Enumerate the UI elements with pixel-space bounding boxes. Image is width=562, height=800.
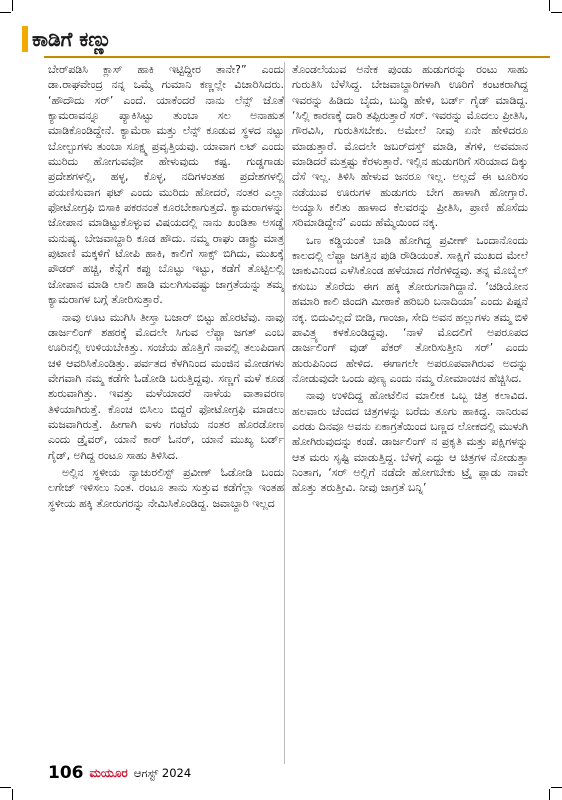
article-paragraph: ತೊಂಡಲೆಯುವ ಅನೇಕ ಪುಂಡು ಹುಡುಗರನ್ನು ರಂಟು ಸಾಹು ಗುರುತಿಸಿ ಬೆಳೆಸಿದ್ದ. ಬೇಜವಾಬ್ದಾರಿಗಳಾಗಿ ಊರಿಗೆ ಕಂಟಕರಾಗಿದ್ದ ಇವರನ್ನು ಹಿಡಿದು ಬೈದು, ಬುದ್ಧಿ ಹೇಳಿ, ಬರ್ಡ್ ಗೈಡ್ ಮಾಡಿದ್ದ. ‘ಸಿಲ್ಲಿ ಕಾರಣಕ್ಕೆ ದಾರಿ ತಪ್ಪಿರುತ್ತಾರೆ ಸರ್. ಇವರನ್ನು ಮೊದಲು ಪ್ರೀತಿಸಿ, ಗೌರವಿಸಿ, ಗುರುತಿಸಬೇಕು. ಅಮೇಲೆ ನೀವು ಏನೇ ಹೇಳಿದರೂ ಮಾಡುತ್ತಾರೆ. ಮೊದಲೇ ಜಬರ್‌ದಸ್ತ್ ಮಾಡಿ, ತೆಗಳಿ, ಅವಮಾನ ಮಾಡಿದರೆ ಮತ್ತಷ್ಟು ಕೆರಳುತ್ತಾರೆ. ಇಲ್ಲಿನ ಹುಡುಗರಿಗೆ ಸರಿಯಾದ ದಿಕ್ಕು ದೆಸೆ ಇಲ್ಲ. ತಿಳಿಸಿ ಹೇಳುವ ಜನರೂ ಇಲ್ಲ. ಅಲ್ಲದೆ ಈ ಟೂರಿಸಂ ನಡೆಯುವ ಊರುಗಳ ಹುಡುಗರು ಬೇಗ ಹಾಳಾಗಿ ಹೋಗ್ತಾರೆ. ಅಯ್ಯಾಸಿ ಕಲಿತು ಹಾಳಾದ ಕೆಲವರನ್ನು ಪ್ರೀತಿಸಿ, ಪ್ರಾಣಿ ಹೊಸೆದು ಸರಿಮಾಡಿದ್ದೇನೆ’ ಎಂದು ಹೆಮ್ಮೆಯಿಂದ ನಕ್ಕ.: [292, 63, 528, 230]
section-title: ಕಾಡಿಗೆ ಕಣ್ಣು: [32, 27, 112, 51]
crop-mark-top-left-h: [0, 12, 11, 13]
crop-mark-top-right-h: [551, 12, 562, 13]
crop-mark-bottom-left: [12, 789, 13, 800]
section-accent-bar: [22, 26, 28, 52]
crop-mark-bottom-right-h: [551, 787, 562, 788]
page-footer: [48, 761, 191, 785]
issue-date: ಆಗಸ್ಟ್ 2024: [133, 765, 192, 780]
article-column-left: [48, 62, 284, 762]
crop-mark-bottom-right: [549, 789, 550, 800]
page-number: 106: [48, 763, 84, 783]
article-paragraph: ಒಣ ಕಡ್ಡಿಯಂತೆ ಬಾಡಿ ಹೋಗಿದ್ದ ಪ್ರವೀಣ್ ಒಂದಾನೊಂದು ಕಾಲದಲ್ಲಿ ಲೆಪ್ಚಾ ಜಗತ್ತಿನ ಪುಡಿ ರೌಡಿಯಂತೆ. ಸಾಕ್ಷಿಗೆ ಮುಖದ ಮೇಲೆ ಚಾಕುವಿನಿಂದ ಎಳೆಸಿಕೊಂಡ ಹಳೆಯಾದ ಗೆರೆಗಳಿದ್ದವು. ತನ್ನ ಮೊಬೈಲ್ ಕಸುಬು ತೊರೆದು ಈಗ ಹಕ್ಕಿ ತೋರುಗನಾಗಿದ್ದಾನೆ. ‘ಚಡಿಯೋನ ಹಮಾರಿ ಕಾಲಿ ಜಿಂದಗಿ ಮೀಠಾಕೆ ಹರಿಬರಿ ಬನಾದಿಯಾ’ ಎಂದು ಪಿಷ್ಟನೆ ನಕ್ಕ. ಬಿದುವಿಲ್ಲದೆ ಬೀಡಿ, ಗಾಂಜಾ, ಸೇದಿ ಅವನ ಹಲ್ಲುಗಳು ತಮ್ಮ ಬಿಳಿ ಪಾವಿತ್ರ್ಯ ಕಳಕೊಂಡಿದ್ದವು. ‘ನಾಳೆ ಮೊದಲಿಗೆ ಅಪರೂಪದ ಡಾರ್ಜಲಿಂಗ್ ವುಡ್ ಪೆಕರ್ ತೋರಿಸುತ್ತೀನಿ ಸರ್’ ಎಂದು ಹುರುಪಿನಿಂದ ಹೇಳಿದ. ಈಗಾಗಲೇ ಅಪರೂಪವಾಗಿರುವ ಅದನ್ನು ನೋಡುವುದೇ ಒಂದು ಪುಣ್ಯ ಎಂದು ನಮ್ಮ ರೋಮಾಂಚನ ಹೆಚ್ಚಿಸಿದ.: [292, 233, 528, 385]
article-paragraph: ನಾವು ಉಳಿದಿದ್ದ ಹೋಟೆಲಿನ ಮಾಲೀಕ ಒಬ್ಬ ಚಿತ್ರ ಕಲಾವಿದ. ಹಲವಾರು ಚೆಂದದ ಚಿತ್ರಗಳನ್ನು ಬರೆದು ತೂಗು ಹಾಕಿದ್ದ. ನಾನಿರುವ ಎರಡು ದಿನವೂ ಅವನು ಏಕಾಗ್ರತೆಯಿಂದ ಬಣ್ಣದ ಲೋಕದಲ್ಲಿ ಮುಳುಗಿ ಹೋಗಿರುವುದನ್ನು ಕಂಡೆ. ಡಾರ್ಜಲಿಂಗ್ ನ ಪ್ರಕೃತಿ ಮತ್ತು ಪಕ್ಷಿಗಳನ್ನು ಆತ ಮರು ಸೃಷ್ಟಿ ಮಾಡುತ್ತಿದ್ದ. ಬೆಳಗ್ಗೆ ಎದ್ದು ಆ ಚಿತ್ರಗಳ ನೋಡುತ್ತಾ ನಿಂತಾಗ, ‘ಸರ್ ಅಲ್ಲಿಗೆ ನಡೆದೇ ಹೋಗಬೇಕು ಟ್ರೈ ಪ್ಲಾಡು ನಾವೇ ಹೊತ್ತು ತರುತ್ತೀವಿ. ನೀವು ಜಾಗ್ರತೆ ಬನ್ನಿ’: [292, 389, 528, 495]
crop-mark-bottom-left-h: [0, 787, 11, 788]
article-column-right: [292, 62, 528, 762]
crop-mark-top-left: [12, 0, 13, 11]
crop-mark-top-right: [549, 0, 550, 11]
article-paragraph: ನಾವು ಊಟ ಮುಗಿಸಿ ತೀಸ್ತಾ ಬಜಾರ್ ಬಿಟ್ಟು ಹೊರಟೆವು. ನಾವು ಡಾರ್ಜಲಿಂಗ್ ಶಹರಕ್ಕೆ ಮೊದಲೇ ಸಿಗುವ ಲೆಪ್ಚಾ ಜಗತ್ ಎಂಬ ಊರಿನಲ್ಲಿ ಉಳಿಯಬೇಕಿತ್ತು. ಸಂಜೆಯ ಹೊತ್ತಿಗೆ ನಾವಲ್ಲಿ ತಲುಪಿದಾಗ ಚಳಿ ಆವರಿಸಿಕೊಂಡಿತ್ತು. ಪರ್ವತದ ಕೆಳಗಿನಿಂದ ಮಂಜಿನ ಮೋಡಗಳು ವೇಗವಾಗಿ ನಮ್ಮ ಕಡೆಗೇ ಓಡೋಡಿ ಬರುತ್ತಿದ್ದವು. ಸಣ್ಣಗೆ ಮಳೆ ಕೂಡ ಶುರುವಾಗಿತ್ತು. ಇವತ್ತು ಮಳೆಯಾದರೆ ನಾಳೆಯ ವಾತಾವರಣ ತಿಳಿಯಾಗಿರುತ್ತೆ. ಕೊಂಚ ಬಿಸಿಲು ಬಿದ್ದರೆ ಫೋಟೋಗ್ರಫಿ ಮಾಡಲು ಮಜವಾಗಿರುತ್ತೆ. ಹೀಗಾಗಿ ಐಳು ಗಂಟೆಯ ನಂತರ ಹೊರಡೋಣ ಎಂದು ಡ್ರೈವರ್, ಯಾನೆ ಕಾರ್ ಓನರ್, ಯಾನೆ ಮುಖ್ಯ ಬರ್ಡ್ ಗೈಡ್, ಅಗಿದ್ದ ರಂಟೂ ಸಾಹು ತಿಳಿಸಿದ.: [48, 310, 284, 462]
column-divider: [284, 62, 285, 764]
article-paragraph: ಅಲ್ಲಿನ ಸ್ಥಳೀಯ ನ್ಯಾಚುರಲಿಸ್ಟ್ ಪ್ರವೀಣ್ ಓಡೋಡಿ ಬಂದು ಲಗೇಜ್ ಇಳಿಸಲು ನಿಂತ. ರಂಟೂ ತಾನು ಸುತ್ತುವ ಕಡೆಗೆಲ್ಲಾ ಇಂತಹ ಸ್ಥಳೀಯ ಹಕ್ಕಿ ತೋರುಗರನ್ನು ನೇಮಿಸಿಕೊಂಡಿದ್ದ. ಜವಾಬ್ದಾರಿ ಇಲ್ಲದ: [48, 465, 284, 510]
header-rule: [44, 56, 550, 58]
magazine-name: ಮಯೂರ: [89, 765, 128, 780]
article-paragraph: ಬೇರ್‌ಪಡಿಸಿ ಕ್ಲಾಸ್ ಹಾಕಿ ಇಟ್ಟಿದ್ದೀರ ತಾನೇ?” ಎಂದು ಡಾ.ರಾಘವೇಂದ್ರ ನನ್ನ ಒಮ್ಮೆ ಗುಮಾನಿ ಕಣ್ಣಲ್ಲೇ ವಿಚಾರಿಸಿದರು. ‘ಹೌದೌದು ಸರ್’ ಎಂದೆ. ಯಾಕೆಂದರೆ ನಾನು ಲೆನ್ಸ್ ಜೊತೆ ಕ್ಯಾಮರಾವನ್ನೂ ಪ್ಯಾಕಿಸಿಟ್ಟು ತುಂಬಾ ಸಲ ಅನಾಹುತ ಮಾಡಿಕೊಂಡಿದ್ದೇನೆ. ಕ್ಯಾಮೆರಾ ಮತ್ತು ಲೆನ್ಸ್ ಕೂಡುವ ಸ್ಥಳದ ನಟ್ಟು ಬೋಲ್ಟುಗಳು ತುಂಬಾ ಸೂಕ್ಷ್ಮ ಪ್ರವೃತ್ತಿಯವು. ಯಾವಾಗ ಲಟ್ ಎಂದು ಮುರಿದು ಹೋಗುವವೋ ಹೇಳುವುದು ಕಷ್ಟ. ಗುಡ್ಡಗಾಡು ಪ್ರದೇಶಗಳಲ್ಲಿ, ಹಳ್ಳ, ಕೊಳ್ಳ, ನದಿಗಳಂತಹ ಪ್ರದೇಶಗಳಲ್ಲಿ ಪಯಣಿಸುವಾಗ ಫಟ್ ಎಂದು ಮುರಿದು ಹೋದರೆ, ನಂತರ ಎಲ್ಲಾ ಫೋಟೋಗ್ರಫಿ ಬಿಸಾಕಿ ಪಕರನಂತೆ ಕೂರಬೇಕಾಗುತ್ತದೆ. ಕ್ಯಾಮರಾಗಳನ್ನು ಜೋಪಾನ ಮಾಡಿಟ್ಟುಕೊಳ್ಳುವ ವಿಷಯದಲ್ಲಿ ನಾನು ಖಂಡಿತಾ ಅಸಡ್ಡೆ ಮನುಷ್ಯ. ಬೇಜವಾಬ್ದಾರಿ ಕೂಡ ಹೌದು. ನಮ್ಮ ರಾಘು ಡಾಕ್ಟ್ರು ಮಾತ್ರ ಪುಟಾಣಿ ಮಕ್ಕಳಿಗೆ ಟೋಪಿ ಹಾಕಿ, ಕಾಲಿಗೆ ಸಾಕ್ಸ್ ಬಿಗಿದು, ಮುಖಕ್ಕೆ ಪೌಡರ್ ಹಚ್ಚಿ, ಕೆನ್ನೆಗೆ ಕಪ್ಪು ಬೊಟ್ಟು ಇಟ್ಟು, ಕಡೆಗೆ ತೊಟ್ಟಿಲಲ್ಲಿ ಜೋಪಾನ ಮಾಡಿ ಲಾಲಿ ಹಾಡಿ ಮಲಗಿಸುವಷ್ಟು ಜಾಗ್ರತೆಯನ್ನು ತಮ್ಮ ಕ್ಯಾಮರಾಗಳ ಬಗ್ಗೆ ತೋರಿಸುತ್ತಾರೆ.: [48, 63, 284, 307]
